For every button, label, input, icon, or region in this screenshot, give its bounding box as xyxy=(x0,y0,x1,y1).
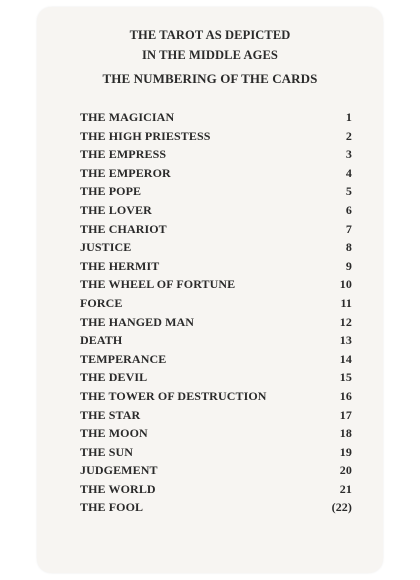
list-item xyxy=(80,166,352,185)
card-name: THE HERMIT xyxy=(80,258,160,273)
card-name: THE FOOL xyxy=(80,500,144,515)
list-item xyxy=(80,110,352,129)
card-number: 9 xyxy=(345,258,352,273)
card-number: 2 xyxy=(345,128,352,143)
card-name: THE EMPEROR xyxy=(80,165,171,180)
card-number: (22) xyxy=(331,500,352,515)
card-numbering-list xyxy=(80,110,352,519)
card-number: 17 xyxy=(339,407,352,422)
list-item xyxy=(80,147,352,166)
card-name: TEMPERANCE xyxy=(80,351,167,366)
card-name: THE CHARIOT xyxy=(80,221,167,236)
card-name: THE TOWER OF DESTRUCTION xyxy=(80,388,267,403)
card-name: JUSTICE xyxy=(80,240,132,255)
list-item xyxy=(80,222,352,241)
card-name: THE LOVER xyxy=(80,202,152,217)
card-name: THE WHEEL OF FORTUNE xyxy=(80,277,236,292)
card-number: 3 xyxy=(345,147,352,162)
card-number: 14 xyxy=(339,351,352,366)
card-number: 21 xyxy=(339,481,352,496)
card-name: THE EMPRESS xyxy=(80,147,167,162)
list-item xyxy=(80,296,352,315)
list-item xyxy=(80,333,352,352)
card-number: 1 xyxy=(345,110,352,124)
heading-line-2: IN THE MIDDLE AGES xyxy=(142,48,278,62)
list-item xyxy=(80,408,352,427)
list-item xyxy=(80,370,352,389)
card-name: THE WORLD xyxy=(80,481,156,496)
card-name: THE SUN xyxy=(80,444,134,459)
list-item xyxy=(80,129,352,148)
card-number: 19 xyxy=(339,444,352,459)
card-name: FORCE xyxy=(80,295,123,310)
list-item xyxy=(80,389,352,408)
card-name: THE MAGICIAN xyxy=(80,110,175,124)
card-number: 11 xyxy=(340,295,352,310)
tarot-card xyxy=(37,7,383,573)
list-item xyxy=(80,315,352,334)
card-number: 20 xyxy=(339,463,352,478)
card-number: 4 xyxy=(345,165,352,180)
card-name: THE DEVIL xyxy=(80,370,148,385)
card-name: THE POPE xyxy=(80,184,142,199)
card-name: THE MOON xyxy=(80,426,148,441)
card-name: JUDGEMENT xyxy=(80,463,158,478)
card-name: THE HIGH PRIESTESS xyxy=(80,128,211,143)
list-item xyxy=(80,482,352,501)
list-item xyxy=(80,184,352,203)
heading-line-3: THE NUMBERING OF THE CARDS xyxy=(102,71,318,86)
list-item xyxy=(80,277,352,296)
card-name: THE HANGED MAN xyxy=(80,314,195,329)
list-item xyxy=(80,463,352,482)
card-number: 6 xyxy=(345,202,352,217)
list-item xyxy=(80,240,352,259)
card-name: DEATH xyxy=(80,333,123,348)
list-item xyxy=(80,352,352,371)
list-item xyxy=(80,445,352,464)
card-name: THE STAR xyxy=(80,407,141,422)
list-item xyxy=(80,500,352,519)
card-number: 8 xyxy=(345,240,352,255)
list-item xyxy=(80,426,352,445)
list-item xyxy=(80,259,352,278)
card-number: 16 xyxy=(339,388,352,403)
card-number: 15 xyxy=(339,370,352,385)
card-number: 7 xyxy=(345,221,352,236)
card-number: 12 xyxy=(339,314,352,329)
heading-line-1: THE TAROT AS DEPICTED xyxy=(129,28,291,42)
card-number: 10 xyxy=(339,277,352,292)
card-number: 5 xyxy=(345,184,352,199)
card-number: 18 xyxy=(339,426,352,441)
card-number: 13 xyxy=(339,333,352,348)
list-item xyxy=(80,203,352,222)
